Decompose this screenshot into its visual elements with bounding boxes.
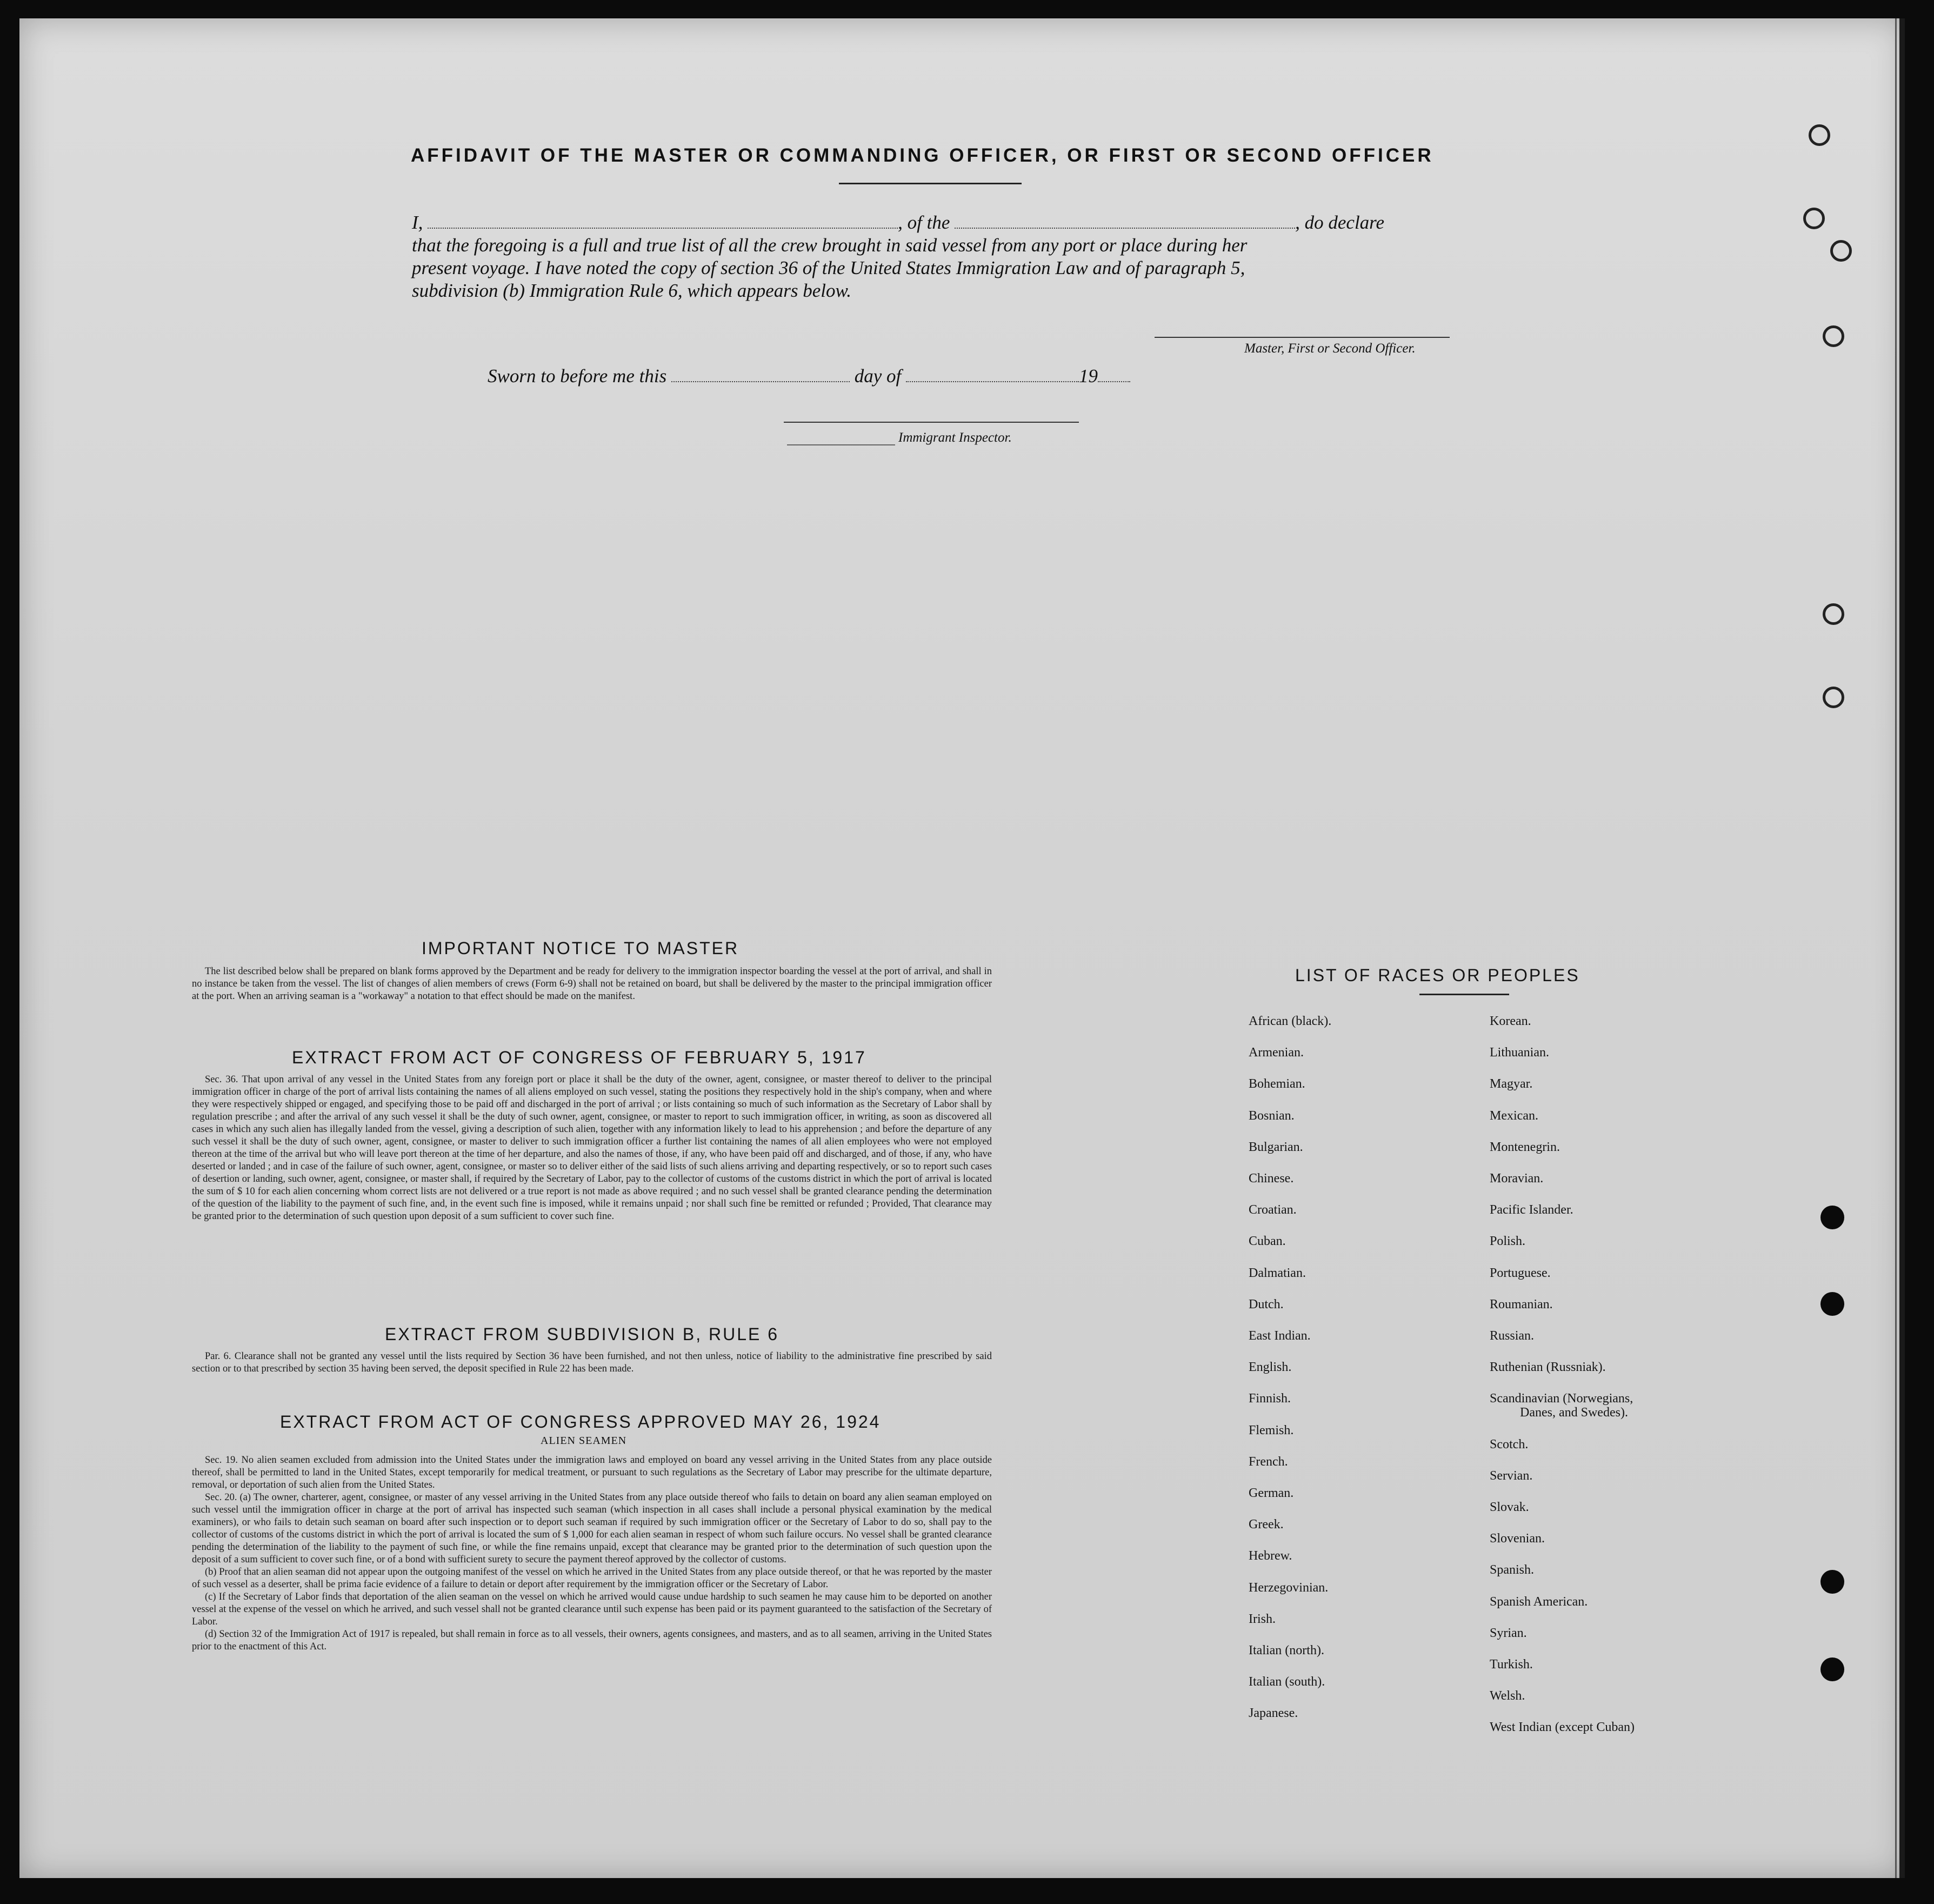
race-item: Italian (south). [1249,1675,1325,1689]
punch-hole-icon [1820,1206,1844,1229]
race-item: Polish. [1490,1234,1526,1249]
affidavit-of-the: , of the [898,212,950,233]
race-item: Syrian. [1490,1626,1527,1640]
race-item: Scandinavian (Norwegians, [1490,1392,1633,1406]
race-item: Bohemian. [1249,1077,1305,1091]
race-item: West Indian (except Cuban) [1490,1720,1635,1735]
act-1924-heading: EXTRACT FROM ACT OF CONGRESS APPROVED MAY 26, 1924 [280,1412,881,1432]
race-item: Moravian. [1490,1171,1544,1186]
race-item: Herzegovinian. [1249,1580,1329,1595]
punch-hole-icon [1823,687,1844,708]
race-item: Scotch. [1490,1437,1529,1452]
rule-6-text [192,1350,992,1375]
race-item: German. [1249,1486,1294,1500]
act-1917-paragraph: Sec. 36. That upon arrival of any vessel in the United States from any foreign port or place it shall be the duty of the owner, agent, consignee, or master thereof to deliver to the principal immigration officer in charge of the port of arrival lists containing the names of all aliens employed on such vessel, stating the positions they respectively hold in the ship's company, when and where they were respectively shipped or engaged, and specifying those to be paid off and discharged in the port of arrival ; or lists containing so much of such information as the Secretary of Labor shall by regulation prescribe ; and after the arrival of any such vessel it shall be the duty of such owner, agent, consignee, or master to report to such immigration officer, in writing, as soon as discovered all cases in which any such alien has illegally landed from the vessel, giving a description of such alien, together with any information likely to lead to his apprehension ; and before the departure of any such vessel it shall be the duty of such owner, agent, consignee, or master to deliver to such immigration officer a further list containing the names of all alien employees who were not employed thereon at the time of the arrival but who will leave port thereon at the time of her departure, and also the names of those, if any, who have been paid off and discharged, and of those, if any, who have deserted or landed ; and in case of the failure of such owner, agent, consignee, or master so to deliver either of the said lists of such aliens arriving and departing respectively, or so to report such cases of desertion or landing, such owner, agent, consignee, or master shall, if required by the Secretary of Labor, pay to the collector of customs of the customs district in which the port of arrival is located the sum of $ 10 for each alien concerning whom correct lists are not delivered or a true report is not made as above required ; and no such vessel shall be granted clearance pending the determination of the question of the liability to the payment of such fine, and, in the event such fine is imposed, while it remains unpaid ; nor shall such fine be remitted or refunded ; Provided, That clearance may be granted prior to the determination of such question upon deposit of a sum sufficient to cover such fine. [192,1074,992,1222]
name-blank[interactable] [428,212,898,229]
race-item: Magyar. [1490,1077,1533,1091]
vessel-blank[interactable] [955,212,1295,229]
act-1924-paragraph: (d) Section 32 of the Immigration Act of 1917 is repealed, but shall remain in force as to all vessels, their owners, agents consignees, and masters, and as to all seamen, arriving in the United States prior to the enactment of this Act. [192,1629,992,1652]
inspector-signature-line[interactable] [784,422,1079,423]
act-1924-text [192,1454,992,1653]
race-item: Portuguese. [1490,1266,1551,1280]
race-item: Bosnian. [1249,1108,1295,1123]
race-item: French. [1249,1454,1288,1469]
punch-hole-icon [1820,1657,1844,1681]
master-signature-line[interactable] [1155,337,1450,338]
act-1924-paragraph: Sec. 19. No alien seamen excluded from admission into the United States under the immigration laws and employed on board any vessel arriving in the United States from any place outside thereof, shall be permitted to land in the United States, except temporarily for medical treatment, or pursuant to such regulations as the Secretary of Labor may prescribe for the ultimate departure, removal, or deportation of such alien from the United States. [192,1455,992,1490]
race-item: Dalmatian. [1249,1266,1306,1280]
race-item: Roumanian. [1490,1297,1553,1312]
race-item: Hebrew. [1249,1549,1292,1563]
sworn-line [488,365,1130,387]
punch-hole-icon [1820,1292,1844,1316]
race-item: Bulgarian. [1249,1140,1303,1154]
year-blank[interactable] [1098,366,1130,382]
punch-hole-icon [1809,124,1830,146]
notice-paragraph: The list described below shall be prepared on blank forms approved by the Department and be ready for delivery to the immigration inspector boarding the vessel at the port of arrival, and shall in no instance be taken from the vessel. The list of changes of alien members of crews (Form 6-9) shall not be retained on board, but shall be delivered by the master to the principal immigration officer at the port. When an arriving seaman is a "workaway" a notation to that effect should be made on the manifest. [192,966,992,1002]
month-blank[interactable] [906,366,1079,382]
punch-hole-icon [1820,1570,1844,1594]
edge-border [1899,18,1905,1878]
act-1924-paragraph: (b) Proof that an alien seaman did not appear upon the outgoing manifest of the vessel on which he arrived in the United States from any place outside thereof, or that he was reported by the master of such vessel as a deserter, shall be prima facie evidence of a failure to detain or deport after requirement by the immigration officer or the Secretary of Labor. [192,1567,992,1590]
punch-hole-icon [1830,240,1852,262]
race-item: Finnish. [1249,1392,1291,1406]
act-1917-heading: EXTRACT FROM ACT OF CONGRESS OF FEBRUARY 5, 1917 [292,1048,866,1067]
race-item: Pacific Islander. [1490,1203,1573,1217]
race-item: Korean. [1490,1014,1531,1028]
affidavit-line-2: that the foregoing is a full and true list of all the crew brought in said vessel from any port or place during her [412,235,1248,256]
affidavit-declare: , do declare [1295,212,1385,233]
race-item: Japanese. [1249,1706,1298,1721]
race-item: Irish. [1249,1612,1276,1626]
race-item: Spanish. [1490,1563,1535,1577]
race-item: Montenegrin. [1490,1140,1560,1154]
sworn-year: 19 [1078,365,1098,387]
day-blank[interactable] [671,366,850,382]
race-item: East Indian. [1249,1329,1311,1343]
race-item: Slovak. [1490,1500,1529,1514]
affidavit-line-1 [412,212,1450,234]
sworn-day-of: day of [854,365,902,387]
title-underline [839,183,1022,184]
punch-hole-icon [1803,208,1825,229]
race-item: Danes, and Swedes). [1520,1406,1628,1420]
inspector-caption: Immigrant Inspector. [898,430,1012,445]
race-item: English. [1249,1360,1292,1375]
affidavit-title: AFFIDAVIT OF THE MASTER OR COMMANDING OFFICER, OR FIRST OR SECOND OFFICER [411,145,1434,166]
race-item: Cuban. [1249,1234,1286,1249]
race-item: Russian. [1490,1329,1535,1343]
race-item: Slovenian. [1490,1532,1545,1546]
master-caption: Master, First or Second Officer. [1244,341,1416,356]
inspector-underline [787,444,895,445]
race-item: Turkish. [1490,1657,1533,1672]
race-item: Spanish American. [1490,1594,1588,1609]
race-item: Croatian. [1249,1203,1297,1217]
race-item: Italian (north). [1249,1643,1324,1657]
race-item: Greek. [1249,1517,1284,1532]
races-heading: LIST OF RACES OR PEOPLES [1295,966,1580,985]
act-1917-text [192,1074,992,1223]
race-item: Servian. [1490,1468,1533,1483]
race-item: Lithuanian. [1490,1046,1549,1060]
act-1924-paragraph: Sec. 20. (a) The owner, charterer, agent, consignee, or master of any vessel arriving in the United States from any place outside thereof who fails to detain on board any alien seaman employed on such vessel until the immigration officer in charge at the port of arrival has inspected such seaman (which inspection in all cases shall include a personal physical examination by the medical examiners), or who fails to detain such seaman on board after such inspection or to deport such seaman if required by such immigration officer or the Secretary of Labor to do so, shall pay to the collector of customs of the customs district in which the port of arrival is located the sum of $ 1,000 for each alien seaman in respect of whom such failure occurs. No vessel shall be granted clearance pending the determination of the liability to the payment of such fine, or while the fine remains unpaid, except that clearance may be granted prior to the determination of such question upon the deposit of a sum sufficient to cover such fine, or of a bond with sufficient surety to secure the payment thereof approved by the collector of customs. [192,1492,992,1565]
punch-hole-icon [1823,603,1844,625]
alien-seamen-subheading: ALIEN SEAMEN [541,1435,627,1447]
race-item: Mexican. [1490,1108,1538,1123]
rule-6-paragraph: Par. 6. Clearance shall not be granted any vessel until the lists required by Section 36 have been furnished, and not then unless, notice of liability to the administrative fine prescribed by said section or to that prescribed by section 35 having been served, the deposit specified in Rule 22 has been made. [192,1351,992,1374]
race-item: Dutch. [1249,1297,1284,1312]
notice-text [192,966,992,1003]
affidavit-line-4: subdivision (b) Immigration Rule 6, which appears below. [412,280,852,301]
race-item: Welsh. [1490,1689,1525,1703]
edge-rule [1895,18,1897,1878]
race-item: Chinese. [1249,1171,1294,1186]
rule-6-heading: EXTRACT FROM SUBDIVISION B, RULE 6 [385,1324,779,1344]
sworn-prefix: Sworn to before me this [488,365,667,387]
race-item: African (black). [1249,1014,1332,1028]
races-underline [1419,994,1509,995]
race-item: Ruthenian (Russniak). [1490,1360,1606,1375]
race-item: Armenian. [1249,1046,1304,1060]
notice-heading: IMPORTANT NOTICE TO MASTER [422,938,739,958]
race-item: Flemish. [1249,1423,1294,1437]
affidavit-line-3: present voyage. I have noted the copy of section 36 of the United States Immigration Law and of paragraph 5, [412,257,1245,278]
punch-hole-icon [1823,325,1844,347]
affidavit-i: I, [412,212,423,233]
act-1924-paragraph: (c) If the Secretary of Labor finds that deportation of the alien seaman on the vessel on which he arrived would cause undue hardship to such seamen he may cause him to be deported on another vessel at the expense of the vessel on which he arrived, and such vessel shall not be granted clearance until such expense has been paid or its payment guaranteed to the satisfaction of the Secretary of Labor. [192,1592,992,1627]
